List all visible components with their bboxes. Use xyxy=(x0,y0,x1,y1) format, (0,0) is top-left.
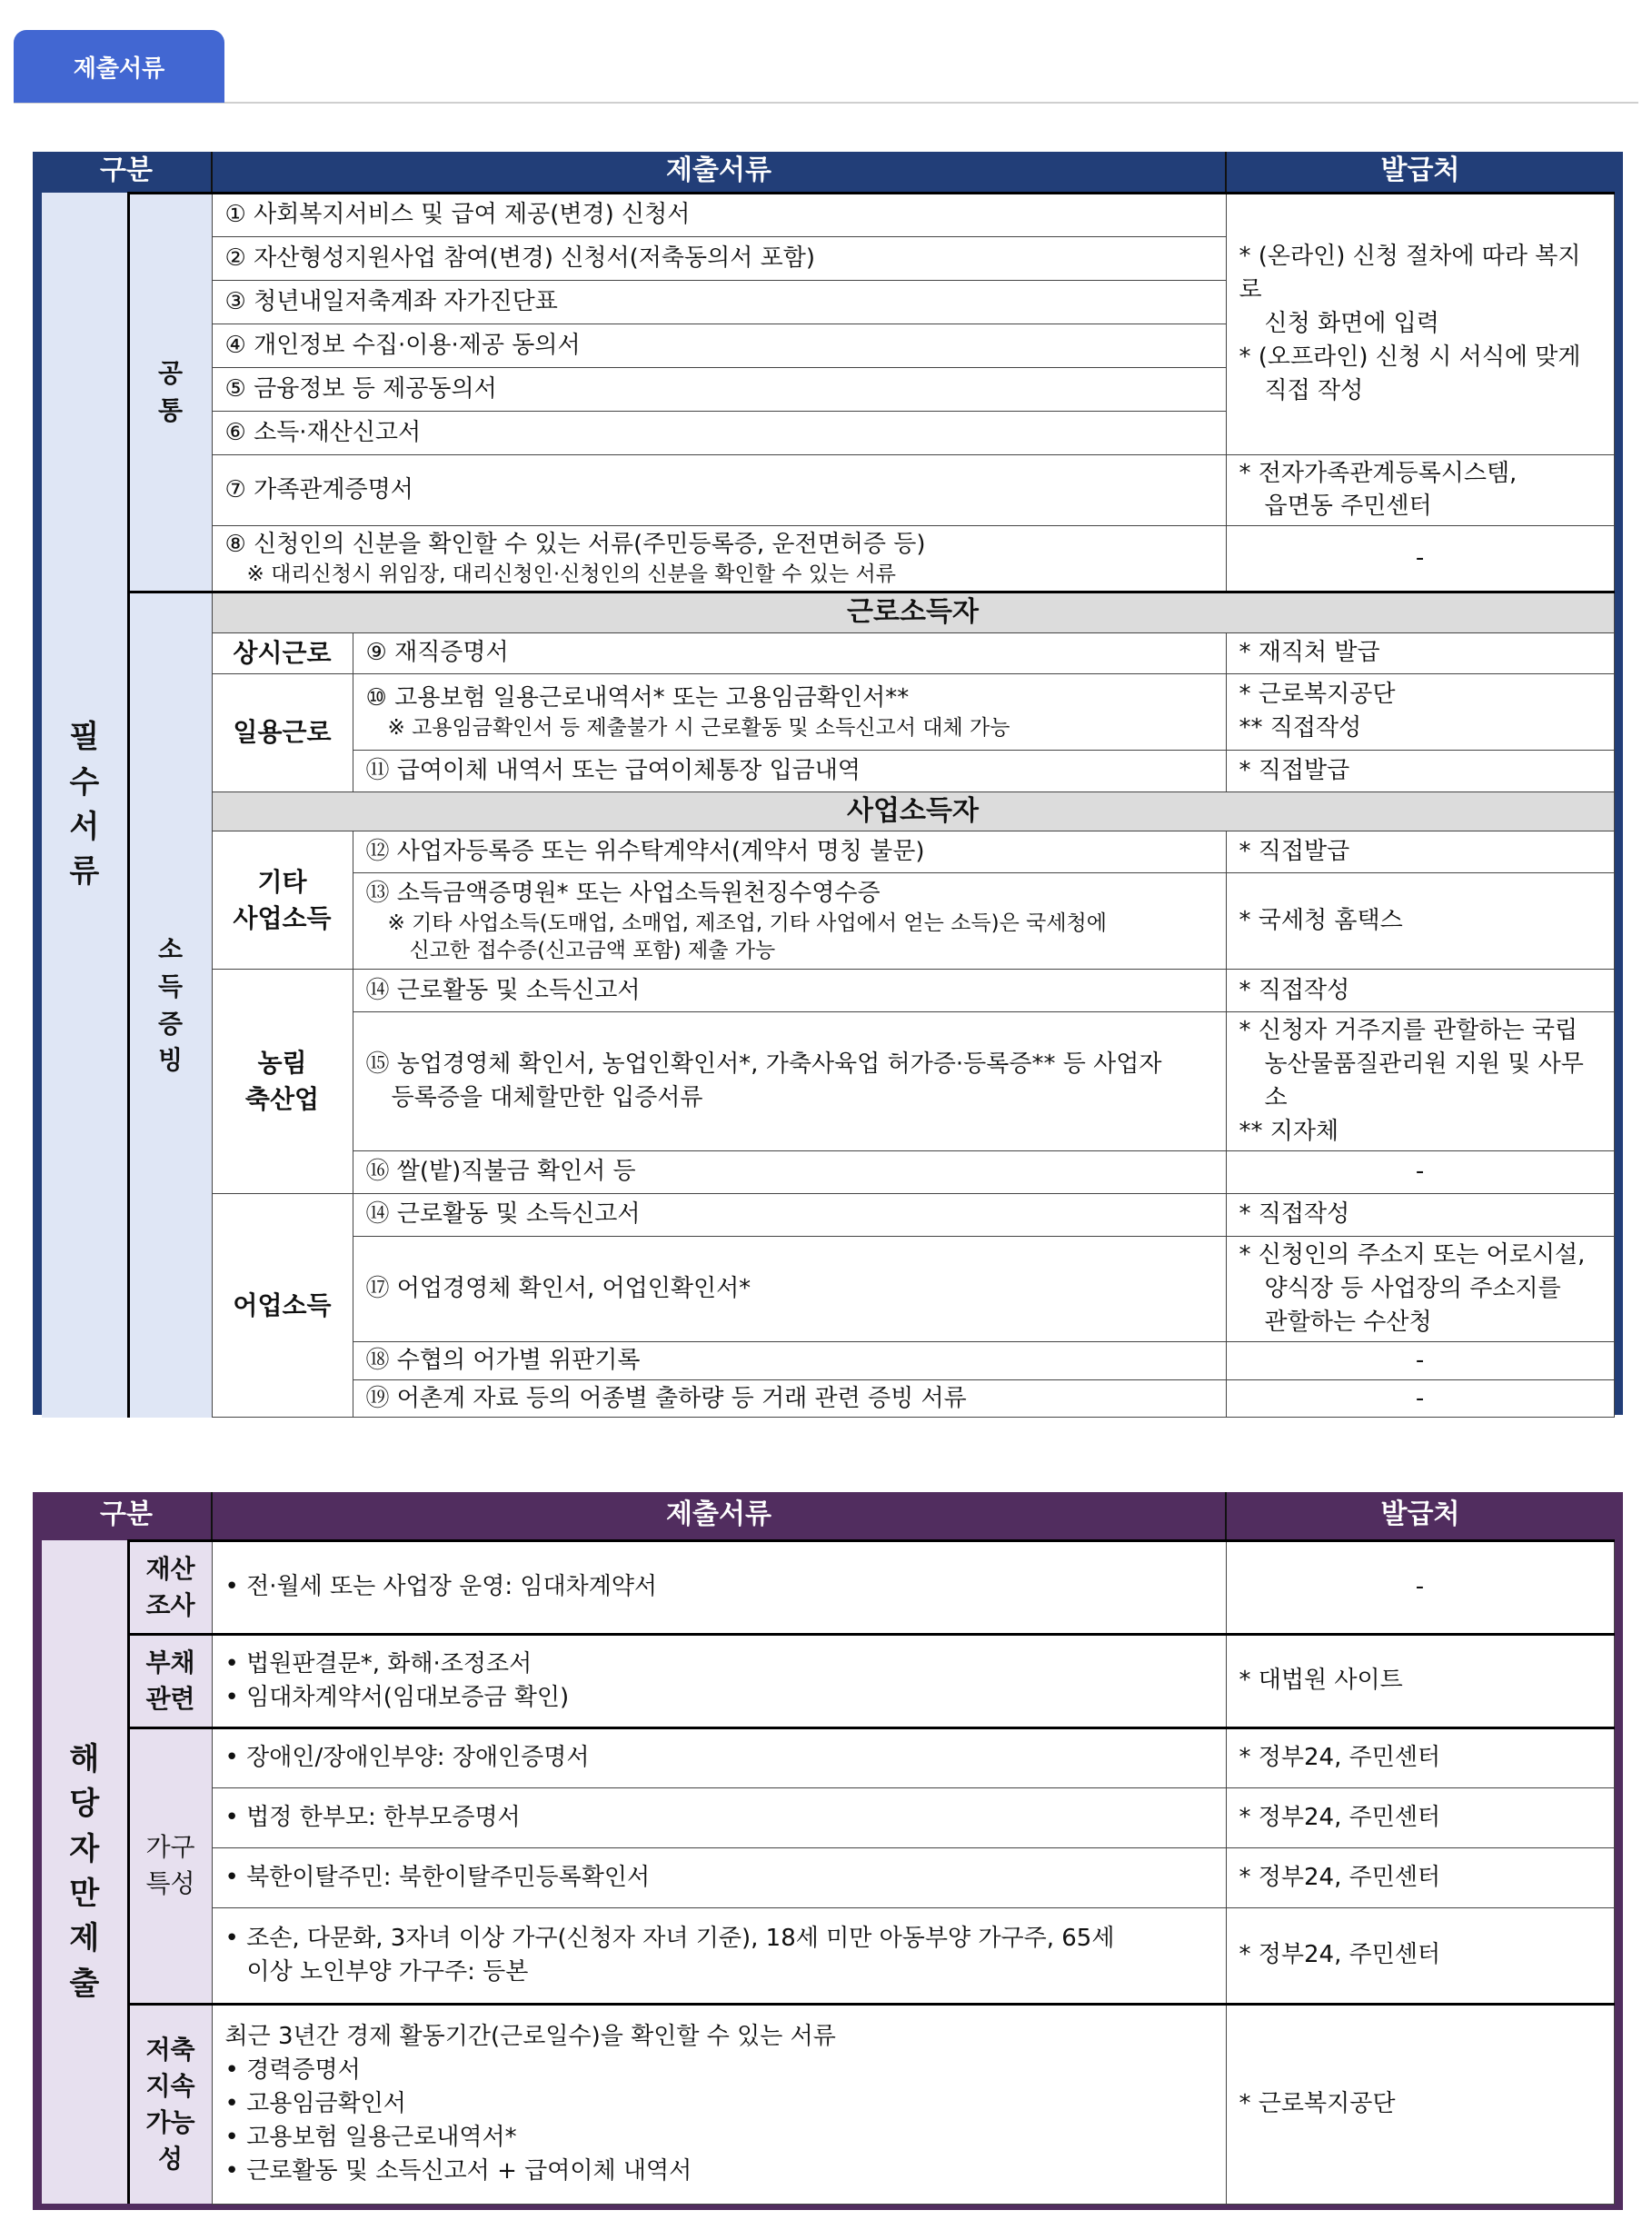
label-debt: 부채 관련 xyxy=(128,1634,212,1727)
required-documents-table xyxy=(33,152,1623,1415)
category-conditional: 해당자만 제출 xyxy=(42,1540,128,2204)
doc-item-16: ⑯ 쌀(밭)직불금 확인서 등 xyxy=(353,1150,1226,1193)
doc-item-14-fishery: ⑭ 근로활동 및 소득신고서 xyxy=(353,1193,1226,1236)
issuer-item-19: - xyxy=(1226,1379,1614,1418)
label-agriculture: 농림 축산업 xyxy=(212,970,353,1194)
doc-item-10: ⑩ 고용보험 일용근로내역서* 또는 고용임금확인서** ※ 고용임금확인서 등 제출불가 시 근로활동 및 소득신고서 대체 가능 xyxy=(353,673,1226,750)
issuer-item-14-fishery: * 직접작성 xyxy=(1226,1193,1614,1236)
issuer-item-16: - xyxy=(1226,1150,1614,1193)
issuer-item-7: * 전자가족관계등록시스템, 읍면동 주민센터 xyxy=(1226,454,1614,526)
doc-item-11: ⑪ 급여이체 내역서 또는 급여이체통장 입금내역 xyxy=(353,750,1226,791)
header-issuer-2: 발급처 xyxy=(1226,1492,1614,1540)
subcategory-income-proof: 소득증빙 xyxy=(128,592,212,1418)
label-savings-sustainability: 저축 지속 가능 성 xyxy=(128,2004,212,2204)
doc-household-3: • 북한이탈주민: 북한이탈주민등록확인서 xyxy=(212,1847,1226,1907)
issuer-household-2: * 정부24, 주민센터 xyxy=(1226,1787,1614,1847)
group-earned-income: 근로소득자 xyxy=(212,592,1614,633)
issuer-household-3: * 정부24, 주민센터 xyxy=(1226,1847,1614,1907)
label-property: 재산 조사 xyxy=(128,1540,212,1634)
issuer-item-14-agri: * 직접작성 xyxy=(1226,970,1614,1012)
group-business-income: 사업소득자 xyxy=(212,791,1614,831)
doc-item-5: ⑤ 금융정보 등 제공동의서 xyxy=(212,367,1226,411)
tab-submission-documents[interactable]: 제출서류 xyxy=(14,30,224,103)
issuer-savings: * 근로복지공단 xyxy=(1226,2004,1614,2204)
doc-household-1: • 장애인/장애인부양: 장애인증명서 xyxy=(212,1727,1226,1787)
tab-bar xyxy=(14,0,1638,104)
doc-debt: • 법원판결문*, 화해·조정조서 • 임대차계약서(임대보증금 확인) xyxy=(212,1634,1226,1727)
doc-item-8: ⑧ 신청인의 신분을 확인할 수 있는 서류(주민등록증, 운전면허증 등) ※ 대리신청시 위임장, 대리신청인·신청인의 신분을 확인할 수 있는 서류 xyxy=(212,526,1226,592)
issuer-item-13: * 국세청 홈택스 xyxy=(1226,873,1614,970)
doc-item-13: ⑬ 소득금액증명원* 또는 사업소득원천징수영수증 ※ 기타 사업소득(도매업, 소매업, 제조업, 기타 사업에서 얻는 소득)은 국세청에 신고한 접수증(신고금액 포함) 제출 가능 xyxy=(353,873,1226,970)
doc-item-3: ③ 청년내일저축계좌 자가진단표 xyxy=(212,280,1226,324)
header-issuer: 발급처 xyxy=(1226,152,1614,193)
issuer-item-18: - xyxy=(1226,1341,1614,1379)
header-category: 구분 xyxy=(42,152,212,193)
doc-savings: 최근 3년간 경제 활동기간(근로일수)을 확인할 수 있는 서류 • 경력증명서 • 고용임금확인서 • 고용보험 일용근로내역서* • 근로활동 및 소득신고서 + 급여이체 내역서 xyxy=(212,2004,1226,2204)
doc-item-17: ⑰ 어업경영체 확인서, 어업인확인서* xyxy=(353,1236,1226,1341)
doc-item-4: ④ 개인정보 수집·이용·제공 동의서 xyxy=(212,324,1226,367)
issuer-item-12: * 직접발급 xyxy=(1226,831,1614,873)
doc-item-2: ② 자산형성지원사업 참여(변경) 신청서(저축동의서 포함) xyxy=(212,236,1226,280)
header-category-2: 구분 xyxy=(42,1492,212,1540)
header-documents-2: 제출서류 xyxy=(212,1492,1226,1540)
issuer-debt: * 대법원 사이트 xyxy=(1226,1634,1614,1727)
doc-item-15: ⑮ 농업경영체 확인서, 농업인확인서*, 가축사육업 허가증·등록증** 등 사업자 등록증을 대체할만한 입증서류 xyxy=(353,1012,1226,1151)
header-documents: 제출서류 xyxy=(212,152,1226,193)
label-daily-work: 일용근로 xyxy=(212,673,353,791)
doc-household-4: • 조손, 다문화, 3자녀 이상 가구(신청자 자녀 기준), 18세 미만 아동부양 가구주, 65세 이상 노인부양 가구주: 등본 xyxy=(212,1907,1226,2004)
doc-item-18: ⑱ 수협의 어가별 위판기록 xyxy=(353,1341,1226,1379)
label-regular-work: 상시근로 xyxy=(212,632,353,673)
doc-household-2: • 법정 한부모: 한부모증명서 xyxy=(212,1787,1226,1847)
issuer-item-10: * 근로복지공단 ** 직접작성 xyxy=(1226,673,1614,750)
doc-item-7: ⑦ 가족관계증명서 xyxy=(212,454,1226,526)
issuer-household-4: * 정부24, 주민센터 xyxy=(1226,1907,1614,2004)
issuer-property: - xyxy=(1226,1540,1614,1634)
doc-item-9: ⑨ 재직증명서 xyxy=(353,632,1226,673)
doc-property: • 전·월세 또는 사업장 운영: 임대차계약서 xyxy=(212,1540,1226,1634)
conditional-documents-table xyxy=(33,1492,1623,2210)
doc-item-14-agri: ⑭ 근로활동 및 소득신고서 xyxy=(353,970,1226,1012)
issuer-item-8: - xyxy=(1226,526,1614,592)
doc-item-12: ⑫ 사업자등록증 또는 위수탁계약서(계약서 명칭 불문) xyxy=(353,831,1226,873)
category-required: 필수서류 xyxy=(42,193,128,1418)
issuer-item-9: * 재직처 발급 xyxy=(1226,632,1614,673)
issuer-item-15: * 신청자 거주지를 관할하는 국립 농산물품질관리원 지원 및 사무소 ** 지자체 xyxy=(1226,1012,1614,1151)
label-fishery: 어업소득 xyxy=(212,1193,353,1418)
label-other-business: 기타 사업소득 xyxy=(212,831,353,970)
subcategory-common: 공통 xyxy=(128,193,212,592)
label-household: 가구 특성 xyxy=(128,1727,212,2004)
doc-item-6: ⑥ 소득·재산신고서 xyxy=(212,411,1226,454)
doc-item-19: ⑲ 어촌계 자료 등의 어종별 출하량 등 거래 관련 증빙 서류 xyxy=(353,1379,1226,1418)
doc-item-1: ① 사회복지서비스 및 급여 제공(변경) 신청서 xyxy=(212,193,1226,236)
issuer-item-11: * 직접발급 xyxy=(1226,750,1614,791)
issuer-item-17: * 신청인의 주소지 또는 어로시설, 양식장 등 사업장의 주소지를 관할하는 수산청 xyxy=(1226,1236,1614,1341)
issuer-household-1: * 정부24, 주민센터 xyxy=(1226,1727,1614,1787)
issuer-online-offline: * (온라인) 신청 절차에 따라 복지로 신청 화면에 입력 * (오프라인) 신청 시 서식에 맞게 직접 작성 xyxy=(1226,193,1614,454)
